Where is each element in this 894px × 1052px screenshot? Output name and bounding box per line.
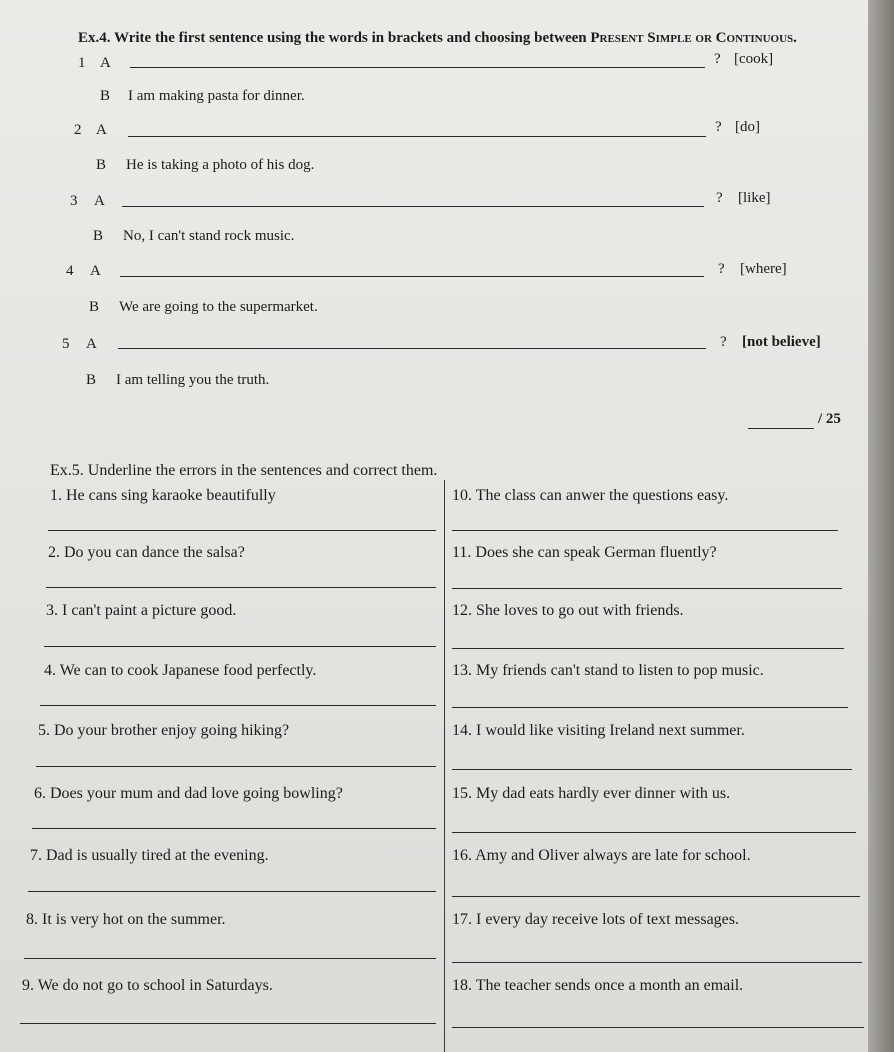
ex5-sentence-6: 6. Does your mum and dad love going bowling?: [34, 785, 343, 802]
ex5-title: Ex.5. Underline the errors in the sentences and correct them.: [50, 462, 438, 479]
ex4-item-4-answer-line[interactable]: [120, 276, 704, 277]
ex5-sentence-4: 4. We can to cook Japanese food perfectly.: [44, 662, 317, 679]
ex5-answer-line-13[interactable]: [452, 707, 848, 708]
ex4-item-1-a-label: A: [100, 55, 111, 71]
ex4-item-1-answer-line[interactable]: [130, 67, 705, 68]
ex5-answer-line-11[interactable]: [452, 588, 842, 589]
ex4-item-1-number: 1: [78, 55, 86, 71]
ex5-sentence-10: 10. The class can anwer the questions easy.: [452, 487, 729, 504]
ex4-item-1-b-label: B: [100, 88, 111, 104]
ex4-item-1-b-text: I am making pasta for dinner.: [128, 88, 305, 104]
ex4-item-2-b-label: B: [96, 157, 107, 173]
ex5-sentence-2: 2. Do you can dance the salsa?: [48, 544, 245, 561]
ex5-answer-line-15[interactable]: [452, 832, 856, 833]
ex5-sentence-12: 12. She loves to go out with friends.: [452, 602, 684, 619]
ex5-answer-line-12[interactable]: [452, 648, 844, 649]
ex5-answer-line-1[interactable]: [48, 530, 436, 531]
ex4-item-3-b-text: No, I can't stand rock music.: [123, 228, 295, 244]
ex5-sentence-17: 17. I every day receive lots of text messages.: [452, 911, 740, 928]
ex4-item-5-hint: [not believe]: [742, 334, 821, 350]
ex5-sentence-9: 9. We do not go to school in Saturdays.: [22, 977, 273, 994]
ex4-item-4-hint: [where]: [740, 261, 787, 277]
ex5-sentence-1: 1. He cans sing karaoke beautifully: [50, 487, 276, 504]
ex5-answer-line-3[interactable]: [44, 646, 436, 647]
ex4-title-text: Ex.4. Write the first sentence using the words in brackets and choosing between: [78, 30, 591, 46]
ex5-answer-line-10[interactable]: [452, 530, 838, 531]
ex5-sentence-13: 13. My friends can't stand to listen to pop music.: [452, 662, 764, 679]
ex5-answer-line-14[interactable]: [452, 769, 852, 770]
ex5-answer-line-17[interactable]: [452, 962, 862, 963]
ex4-item-5-a-label: A: [86, 336, 97, 352]
ex4-item-1-hint: [cook]: [734, 51, 774, 67]
ex4-item-2-hint: [do]: [735, 119, 760, 135]
ex4-item-5-b-label: B: [86, 372, 97, 388]
ex4-item-2-number: 2: [74, 122, 82, 138]
ex5-answer-line-2[interactable]: [46, 587, 436, 588]
ex4-item-3-answer-line[interactable]: [122, 206, 704, 207]
ex4-item-4-a-label: A: [90, 263, 101, 279]
ex5-sentence-3: 3. I can't paint a picture good.: [46, 602, 237, 619]
ex4-item-2-a-label: A: [96, 122, 107, 138]
ex5-sentence-8: 8. It is very hot on the summer.: [26, 911, 226, 928]
column-divider: [444, 480, 445, 1052]
ex5-answer-line-5[interactable]: [36, 766, 436, 767]
ex5-sentence-16: 16. Amy and Oliver always are late for school.: [452, 847, 751, 864]
ex4-item-5-answer-line[interactable]: [118, 348, 706, 349]
ex5-answer-line-8[interactable]: [24, 958, 436, 959]
ex5-sentence-14: 14. I would like visiting Ireland next summer.: [452, 722, 745, 739]
ex4-item-3-number: 3: [70, 193, 78, 209]
score-line[interactable]: [748, 428, 814, 429]
ex5-sentence-7: 7. Dad is usually tired at the evening.: [30, 847, 269, 864]
ex5-answer-line-7[interactable]: [28, 891, 436, 892]
ex4-item-2-answer-line[interactable]: [128, 136, 706, 137]
ex5-answer-line-9[interactable]: [20, 1023, 436, 1024]
ex5-answer-line-18[interactable]: [452, 1027, 864, 1028]
ex4-item-4-b-label: B: [89, 299, 100, 315]
ex5-answer-line-6[interactable]: [32, 828, 436, 829]
ex4-title: [78, 30, 797, 47]
ex5-answer-line-4[interactable]: [40, 705, 436, 706]
ex5-answer-line-16[interactable]: [452, 896, 860, 897]
ex4-item-3-a-label: A: [94, 193, 105, 209]
ex4-item-3-b-label: B: [93, 228, 104, 244]
ex4-score: / 25: [818, 411, 841, 427]
ex5-sentence-11: 11. Does she can speak German fluently?: [452, 544, 717, 561]
ex4-item-5-question-mark: ?: [720, 334, 727, 350]
ex4-title-caps: Present Simple or Continuous.: [590, 30, 797, 46]
ex4-item-3-question-mark: ?: [716, 190, 723, 206]
ex4-item-1-question-mark: ?: [714, 51, 721, 67]
ex4-item-2-question-mark: ?: [715, 119, 722, 135]
page-edge-shadow: [868, 0, 894, 1052]
ex4-item-4-question-mark: ?: [718, 261, 725, 277]
ex5-sentence-5: 5. Do your brother enjoy going hiking?: [38, 722, 290, 739]
ex4-item-4-b-text: We are going to the supermarket.: [119, 299, 318, 315]
ex4-item-3-hint: [like]: [738, 190, 771, 206]
ex4-item-5-number: 5: [62, 336, 70, 352]
ex4-item-4-number: 4: [66, 263, 74, 279]
ex5-sentence-18: 18. The teacher sends once a month an email.: [452, 977, 744, 994]
ex5-sentence-15: 15. My dad eats hardly ever dinner with us.: [452, 785, 731, 802]
ex4-item-2-b-text: He is taking a photo of his dog.: [126, 157, 315, 173]
ex4-item-5-b-text: I am telling you the truth.: [116, 372, 270, 388]
